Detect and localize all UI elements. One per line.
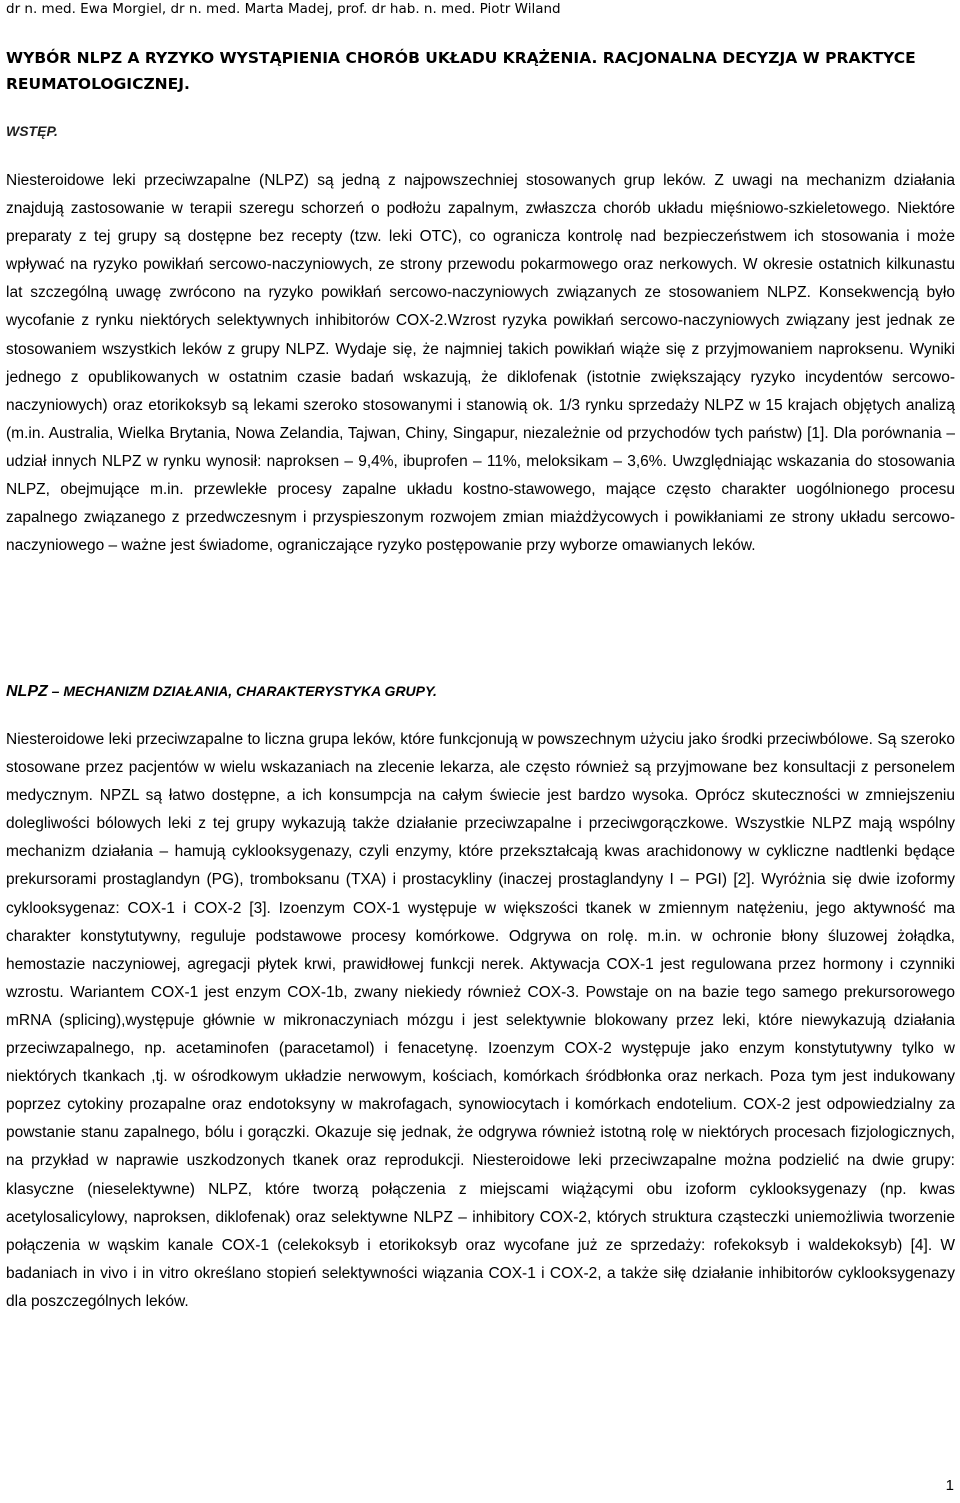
author-line: dr n. med. Ewa Morgiel, dr n. med. Marta Madej, prof. dr hab. n. med. Piotr Wiland bbox=[6, 1, 561, 17]
document-title: WYBÓR NLPZ A RYZYKO WYSTĄPIENIA CHORÓB UKŁADU KRĄŻENIA. RACJONALNA DECYZJA W PRAKTYCE REUMATOLOGICZNEJ. bbox=[6, 49, 916, 93]
section-heading-rest: – MECHANIZM DZIAŁANIA, CHARAKTERYSTYKA GRUPY. bbox=[47, 683, 437, 699]
section-heading-lead: NLPZ bbox=[6, 683, 48, 700]
intro-heading: WSTĘP. bbox=[6, 123, 58, 139]
intro-paragraph: Niesteroidowe leki przeciwzapalne (NLPZ) są jedną z najpowszechniej stosowanych grup leków. Z uwagi na mechanizm działania znajdują zastosowanie w terapii szeregu schorzeń o podłożu zapalnym, zwłaszcza chorób układu mięśniowo-szkieletowego. Niektóre preparaty z tej grupy są dostępne bez recepty (tzw. leki OTC), co ogranicza kontrolę nad bezpieczeństwem ich stosowania i może wpływać na ryzyko powikłań sercowo-naczyniowych, ze strony przewodu pokarmowego oraz nerkowych. W okresie ostatnich kilkunastu lat szczególną uwagę zwrócono na ryzyko powikłań sercowo-naczyniowych związanych ze stosowaniem NLPZ. Konsekwencją było wycofanie z rynku niektórych selektywnych inhibitorów COX-2.Wzrost ryzyka powikłań sercowo-naczyniowych związany jest jednak ze stosowaniem wszystkich leków z grupy NLPZ. Wydaje się, że najmniej takich powikłań wiąże się z przyjmowaniem naproksenu. Wyniki jednego z opublikowanych w ostatnim czasie badań wskazują, że diklofenak (istotnie zwiększający ryzyko incydentów sercowo-naczyniowych) oraz etorikoksyb są lekami szeroko stosowanymi i stanowią ok. 1/3 rynku sprzedaży NLPZ w 15 krajach objętych analizą (m.in. Australia, Wielka Brytania, Nowa Zelandia, Tajwan, Chiny, Singapur, niezależnie od przychodów tych państw) [1]. Dla porównania – udział innych NLPZ w rynku wynosił: naproksen – 9,4%, ibuprofen – 11%, meloksikam – 3,6%. Uwzględniając wskazania do stosowania NLPZ, obejmujące m.in. przewlekłe procesy zapalne układu kostno-stawowego, mające często charakter uogólnionego procesu zapalnego związanego z przedwczesnym i przyspieszonym rozwojem zmian miażdżycowych i powikłaniami ze strony układu sercowo-naczyniowego – ważne jest świadome, ograniczające ryzyko postępowanie przy wyborze omawianych leków. bbox=[6, 172, 955, 555]
mechanism-paragraph: Niesteroidowe leki przeciwzapalne to liczna grupa leków, które funkcjonują w powszechnym użyciu jako środki przeciwbólowe. Są szeroko stosowane przez pacjentów w wielu wskazaniach na zlecenie lekarza, ale często również są przyjmowane bez konsultacji z personelem medycznym. NPZL są łatwo dostępne, a ich konsumpcja na całym świecie jest bardzo wysoka. Oprócz skuteczności w zmniejszeniu dolegliwości bólowych leki z tej grupy wykazują także działanie przeciwzapalne i przeciwgorączkowe. Wszystkie NLPZ mają wspólny mechanizm działania – hamują cyklooksygenazy, czyli enzymy, które przekształcają kwas arachidonowy w cykliczne nadtlenki będące prekursorami prostaglandyn (PG), tromboksanu (TXA) i prostacykliny (inaczej prostaglandyny I – PGI) [2]. Wyróżnia się dwie izoformy cyklooksygenaz: COX-1 i COX-2 [3]. Izoenzym COX-1 występuje w większości tkanek w zmiennym natężeniu, jego aktywność ma charakter konstytutywny, reguluje podstawowe procesy komórkowe. Odgrywa on rolę. m.in. w ochronie błony śluzowej żołądka, hemostazie naczyniowej, agregacji płytek krwi, prawidłowej funkcji nerek. Aktywacja COX-1 jest regulowana przez hormony i czynniki wzrostu. Wariantem COX-1 jest enzym COX-1b, zwany niekiedy również COX-3. Powstaje on na bazie tego samego prekursorowego mRNA (splicing),występuje głównie w mikronaczyniach mózgu i jest selektywnie blokowany przez leki, które niewykazują działania przeciwzapalnego, np. acetaminofen (paracetamol) i fenacetynę. Izoenzym COX-2 występuje jako enzym konstytutywny tylko w niektórych tkankach ,tj. w ośrodkowym układzie nerwowym, kościach, komórkach śródbłonka oraz nerkach. Poza tym jest indukowany poprzez cytokiny prozapalne oraz endotoksyny w makrofagach, synowiocytach i komórkach endotelium. COX-2 jest odpowiedzialny za powstanie stanu zapalnego, bólu i gorączki. Okazuje się jednak, że odgrywa również istotną rolę w niektórych procesach fizjologicznych, na przykład w naprawie uszkodzonych tkanek oraz reprodukcji. Niesteroidowe leki przeciwzapalne można podzielić na dwie grupy: klasyczne (nieselektywne) NLPZ, które tworzą połączenia z miejscami wiążącymi obu izoform cyklooksygenazy (np. kwas acetylosalicylowy, naproksen, diklofenak) oraz selektywne NLPZ – inhibitory COX-2, których struktura cząsteczki uniemożliwia tworzenie połączenia w wąskim kanale COX-1 (celekoksyb i etorikoksyb oraz wycofane już ze sprzedaży: rofekoksyb i waldekoksyb) [4]. W badaniach in vivo i in vitro określano stopień selektywności wiązania COX-1 i COX-2, a także siłę działanie inhibitorów cyklooksygenazy dla poszczególnych leków. bbox=[6, 731, 955, 1310]
section-heading-mechanism bbox=[6, 680, 437, 703]
page-number: 1 bbox=[945, 1477, 954, 1494]
